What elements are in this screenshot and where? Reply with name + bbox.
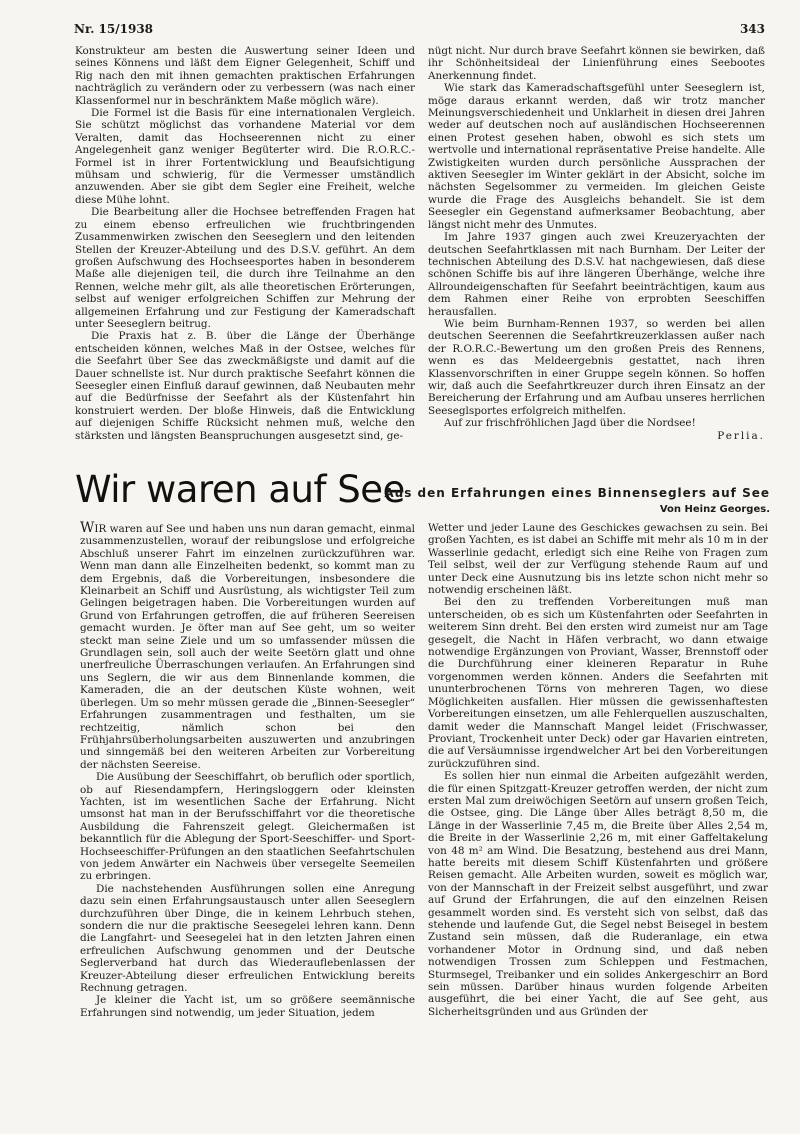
paragraph: Auf zur frischfröhlichen Jagd über die Nordsee! (444, 417, 696, 430)
paragraph: Wie beim Burnham-Rennen 1937, so werden bei allen deutschen Seerennen die Seefahrtkreuzerklassen außer nach der R.O.R.C.-Bewertung um den großen Preis des Rennens, wenn es das Meldeergebnis gestattet, nach ihren Klassenvorschriften in einer Gruppe segeln können. So hoffen wir, daß auch die Seefahrtkreuzer durch ihren Einsatz an der Bereicherung der Erfahrung und am Aufbau unseres herrlichen Seeseglsportes erfolgreich mithelfen. (428, 317, 765, 417)
paragraph: Die Formel ist die Basis für eine internationalen Vergleich. Sie schützt möglichst das vorhandene Material vor dem Veralten, damit das Hochseerennen nicht zu einer Angelegenheit ganz weniger Begüterter wird. Die R.O.R.C.-Formel ist in ihrer Fortentwicklung und Beaufsichtigung mühsam und schwierig, für die Vermesser umständlich anzuwenden. Aber sie gibt dem Segler eine Freiheit, welche diese Mühe lohnt. (75, 107, 415, 206)
page-number: 343 (739, 22, 765, 36)
article-subtitle: Aus den Erfahrungen eines Binnenseglers auf See (384, 486, 770, 500)
paragraph: Im Jahre 1937 gingen auch zwei Kreuzeryachten der deutschen Seefahrtklassen mit nach Burnham. Der Leiter der technischen Abteilung des D.S.V. hat nachgewiesen, daß diese schönen Schiffe bis auf ihre längeren Überhänge, welche ihre Allroundeigenschaften für Seefahrt beeinträchtigen, kaum aus dem Rahmen einer Reihe von erprobten Seeschiffen herausfallen. (428, 231, 765, 318)
bottom-right-column (428, 522, 768, 1082)
article-heading (75, 468, 770, 528)
paragraph: Die Bearbeitung aller die Hochsee betreffenden Fragen hat zu einem ebenso erfreulichen wie fruchtbringenden Zusammenwirken zwischen den Seeseglern und den leitenden Stellen der Kreuzer-Abteilung und des D.S.V. geführt. An dem großen Aufschwung des Hochseesportes haben in besonderem Maße alle diejenigen teil, die durch ihre Teilnahme an den Rennen, welche mehr gilt, als alle theoretischen Erörterungen, selbst auf weniger erfolgreichen Schiffen zur Mehrung der allgemeinen Erfahrung und zur Festigung der Kameradschaft unter Seeseglern beitrug. (75, 206, 415, 330)
paragraph: Die nachstehenden Ausführungen sollen eine Anregung dazu sein einen Erfahrungsaustausch unter allen Seeseglern durchzuführen über Dinge, die in keinem Lehrbuch stehen, sondern die nur die praktische Seesegelei lehren kann. Denn die Langfahrt- und Seesegelei hat in den letzten Jahren einen erfreulichen Aufschwung genommen und der Deutsche Seglerverband hat durch das Wiederauflebenlassen der Kreuzer-Abteilung dieser erfreulichen Entwicklung bereits Rechnung getragen. (80, 882, 415, 995)
paragraph: Bei den zu treffenden Vorbereitungen muß man unterscheiden, ob es sich um Küstenfahrten oder Seefahrten in weiterem Sinn dreht. Bei den ersten wird zumeist nur am Tage gesegelt, die Nacht in Häfen verbracht, wo dann etwaige notwendige Ergänzungen von Proviant, Wasser, Brennstoff oder die Durchführung einer kleineren Reparatur in Ruhe vorgenommen werden können. Anders die Seefahrten mit ununterbrochenen Törns von mehreren Tagen, wo diese Möglichkeiten ausfallen. Hier müssen die gewissenhaftesten Vorbereitungen einsetzen, um alle Fehlerquellen auszuschalten, damit weder die Mannschaft Mangel leidet (Frischwasser, Proviant, Trockenheit unter Deck) oder gar Havarien eintreten, die auf Versäumnisse irgendwelcher Art bei den Vorbereitungen zurückzuführen sind. (428, 596, 768, 770)
paragraph: Wetter und jeder Laune des Geschickes gewachsen zu sein. Bei großen Yachten, es ist dabei an Schiffe mit mehr als 10 m in der Wasserlinie gedacht, erledigt sich eine Reihe von Fragen zum Teil selbst, weil der zur Verfügung stehende Raum auf und unter Deck eine Ausnutzung bis ins letzte schon nicht mehr so notwendig erscheinen läßt. (428, 522, 768, 597)
page-header (74, 22, 765, 38)
article-author: Von Heinz Georges. (659, 504, 770, 515)
paragraph: Konstrukteur am besten die Auswertung seiner Ideen und seines Könnens und läßt dem Eigner Gelegenheit, Schiff und Rig nach den mit ihnen gemachten praktischen Erfahrungen nachträglich zu verändern oder zu verbessern (was nach einer Klassenformel nur in beschränktem Maße möglich wäre). (75, 45, 415, 107)
top-left-column (75, 45, 415, 445)
paragraph: WIR waren auf See und haben uns nun daran gemacht, einmal zusammenzustellen, worauf der reibungslose und erfolgreiche Abschluß unserer Fahrt im einzelnen zurückzuführen war. Wenn man dann alle Einzelheiten bedenkt, so kommt man zu dem Ergebnis, daß die Vorbereitungen, insbesondere die Kleinarbeit an Schiff und Ausrüstung, als wichtigster Teil zum Gelingen beigetragen haben. Die Vorbereitungen wurden auf Grund von Erfahrungen getroffen, die auf früheren Seereisen gemacht wurden. Je öfter man auf See geht, um so weiter steckt man seine Ziele und um so umfassender müssen die Grundlagen sein, soll auch der weite Seetörn glatt und ohne unerfreuliche Überraschungen verlaufen. An Erfahrungen sind uns Seglern, die wir aus dem Binnenlande kommen, die Kameraden, die an der deutschen Küste wohnen, weit überlegen. Um so mehr müssen gerade die „Binnen-Seesegler“ Erfahrungen zusammentragen und festhalten, um sie rechtzeitig, nämlich schon bei den Frühjahrsüberholungsarbeiten auszuwerten und anzubringen und sinngemäß bei den weiteren Arbeiten zur Vorbereitung der nächsten Seereise. (80, 520, 415, 771)
paragraph: Die Ausübung der Seeschiffahrt, ob beruflich oder sportlich, ob auf Riesendampfern, Heringsloggern oder kleinsten Yachten, ist im wesentlichen Sache der Erfahrung. Nicht umsonst hat man in der Berufsschiffahrt vor die theoretische Ausbildung die Fahrenszeit gelegt. Gleichermaßen ist bekanntlich für die Ablegung der Sport-Seeschiffer- und Sport-Hochseeschiffer-Prüfungen an den staatlichen Seefahrtschulen von jedem Anwärter ein Nachweis über versegelte Seemeilen zu erbringen. (80, 771, 415, 883)
top-right-column (428, 45, 765, 455)
paragraph: Je kleiner die Yacht ist, um so größere seemännische Erfahrungen sind notwendig, um jeder Situation, jedem (80, 994, 415, 1019)
issue-number: Nr. 15/1938 (74, 22, 154, 36)
paragraph: nügt nicht. Nur durch brave Seefahrt können sie bewirken, daß ihr Schönheitsideal der Linienführung eines Seebootes Anerkennung findet. (428, 45, 765, 82)
paragraph: Die Praxis hat z. B. über die Länge der Überhänge entscheiden können, welches Maß in der Ostsee, welches für die Seefahrt über See das zweckmäßigste und damit auf die Dauer schnellste ist. Nur durch praktische Seefahrt können die Seesegler einen Einfluß darauf gewinnen, daß Neubauten mehr auf die Bedürfnisse der Seefahrt als der Küstenfahrt hin konstruiert werden. Der bloße Hinweis, daß die Entwicklung auf diejenigen Schiffe Rücksicht nehmen muß, welche den stärksten und längsten Beanspruchungen ausgesetzt sind, ge- (75, 330, 415, 442)
paragraph: Wie stark das Kameradschaftsgefühl unter Seeseglern ist, möge daraus erkannt werden, daß wir trotz mancher Meinungsverschiedenheit und Unklarheit in diesen drei Jahren weder auf deutschen noch auf ausländischen Hochseerennen einen Protest gesehen haben, obwohl es sich stets um wertvolle und international repräsentative Preise handelte. Alle Zwistigkeiten wurden durch persönliche Aussprachen der aktiven Seesegler im Winter geklärt in der Absicht, solche im nächsten Segelsommer zu vermeiden. Im gleichen Geiste wurde die Frage des Ausgleichs behandelt. Sie ist dem Seesegler ein Gegenstand aufmerksamer Beobachtung, aber längst nicht mehr des Unmutes. (428, 82, 765, 231)
bottom-left-column (80, 522, 415, 1082)
article-title: Wir waren auf See (75, 468, 405, 511)
paragraph: Es sollen hier nun einmal die Arbeiten aufgezählt werden, die für einen Spitzgatt-Kreuzer getroffen werden, der nicht zum ersten Mal zum dreiwöchigen Seetörn auf unsern großen Teich, die Ostsee, ging. Die Länge über Alles beträgt 8,50 m, die Länge in der Wasserlinie 7,45 m, die Breite über Alles 2,54 m, die Breite in der Wasserlinie 2,26 m, mit einer Gaffeltakelung von 48 m² am Wind. Die Besatzung, bestehend aus drei Mann, hatte bereits mit diesem Schiff Küstenfahrten und größere Reisen gemacht. Alle Arbeiten wurden, soweit es möglich war, von der Mannschaft in der Freizeit selbst ausgeführt, und zwar auf Grund der Erfahrungen, die auf den einzelnen Reisen gesammelt worden sind. Es versteht sich von selbst, daß das stehende und laufende Gut, die Segel nebst Beisegel in bestem Zustand sein müssen, daß die Ruderanlage, ein etwa vorhandener Motor in Ordnung sind, und daß neben notwendigen Trossen zum Schleppen und Festmachen, Sturmsegel, Treibanker und ein solides Ankergeschirr an Bord sein müssen. Darüber hinaus wurden folgende Arbeiten ausgeführt, die bei einer Yacht, die auf See geht, aus Sicherheitsgründen und aus Gründen der (428, 770, 768, 1018)
signature: Perlia. (717, 429, 765, 442)
